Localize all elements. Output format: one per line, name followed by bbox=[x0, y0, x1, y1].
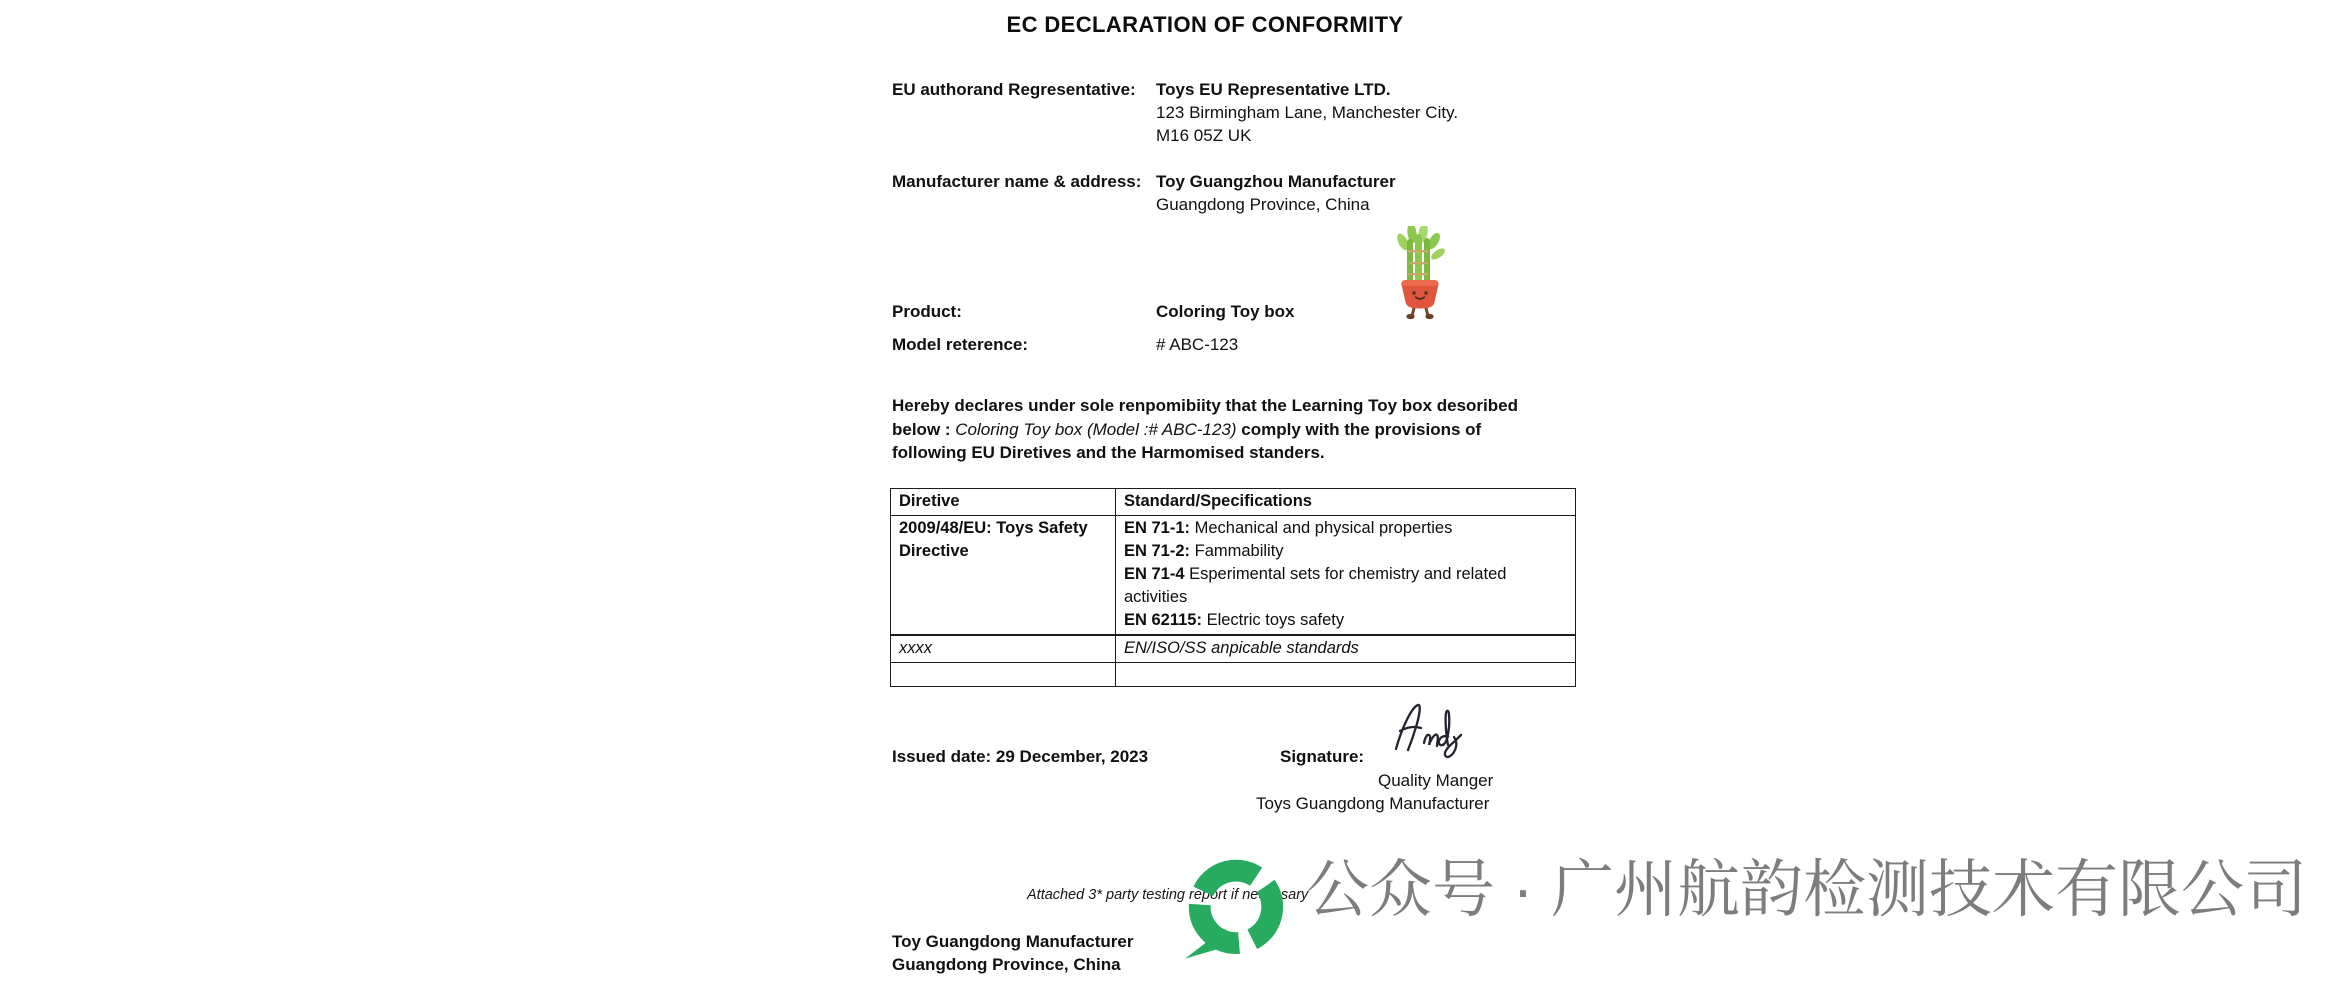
model-label: Model reterence: bbox=[892, 335, 1029, 354]
directives-table bbox=[890, 488, 1576, 687]
eu-representative-label: EU authorand Regresentative: bbox=[892, 80, 1136, 99]
header-directive: Diretive bbox=[891, 489, 1116, 516]
spec-code: EN 71-2: bbox=[1124, 542, 1191, 560]
manufacturer-address: Guangdong Province, China bbox=[1156, 195, 1370, 214]
handwritten-signature-andy bbox=[1390, 697, 1470, 761]
product-row bbox=[892, 300, 1295, 323]
spec-code: EN 71-1: bbox=[1124, 519, 1191, 537]
manufacturer-row bbox=[892, 170, 1396, 193]
table-row-empty bbox=[891, 663, 1576, 687]
page-title: EC DECLARATION OF CONFORMITY bbox=[1006, 12, 1404, 37]
declaration-tail: comply with the provisions of following EU Diretives and the Harmomised standers. bbox=[892, 419, 1482, 462]
spec-text: Esperimental sets for chemistry and related activities bbox=[1124, 565, 1507, 606]
watermark-text: 公众号 · 广州航韵检测技术有限公司 bbox=[1306, 855, 2307, 925]
spec-line bbox=[1124, 517, 1567, 540]
cell-standards-other: EN/ISO/SS anpicable standards bbox=[1116, 635, 1576, 663]
spec-text: Electric toys safety bbox=[1201, 611, 1345, 629]
cell-directive-xxxx: xxxx bbox=[891, 635, 1116, 663]
empty-cell bbox=[891, 663, 1116, 687]
manufacturer-label: Manufacturer name & address: bbox=[892, 172, 1142, 191]
model-value: # ABC-123 bbox=[1156, 335, 1239, 354]
empty-cell bbox=[1116, 663, 1576, 687]
model-row bbox=[892, 333, 1238, 356]
manufacturer-name: Toy Guangzhou Manufacturer bbox=[1156, 172, 1396, 191]
declaration-italic-product: Coloring Toy box (Model :# ABC-123) bbox=[955, 419, 1237, 439]
footer-company: Toy Guangdong Manufacturer bbox=[892, 932, 1134, 951]
issued-date: Issued date: 29 December, 2023 bbox=[892, 747, 1149, 766]
eu-representative-name: Toys EU Representative LTD. bbox=[1156, 80, 1391, 99]
spec-text: Mechanical and physical properties bbox=[1190, 519, 1453, 537]
spec-text: Fammability bbox=[1190, 542, 1284, 560]
plush-plant-toy-image bbox=[1394, 226, 1446, 320]
spec-code: EN 62115: bbox=[1124, 611, 1202, 629]
spec-line bbox=[1124, 540, 1567, 563]
product-label: Product: bbox=[892, 302, 962, 321]
eu-representative-address-line1: 123 Birmingham Lane, Manchester City. bbox=[1156, 103, 1459, 122]
header-standards: Standard/Specifications bbox=[1116, 489, 1576, 516]
signatory-title: Quality Manger bbox=[1378, 771, 1494, 790]
table-row-toys-safety bbox=[891, 516, 1576, 636]
declaration-lead: Hereby declares under sole renpomibiity that the Learning Toy box desoribed below : bbox=[892, 396, 1518, 439]
cell-standards bbox=[1116, 516, 1576, 636]
eu-representative-address-line2: M16 05Z UK bbox=[1156, 126, 1252, 145]
spec-line bbox=[1124, 609, 1567, 632]
spec-code: EN 71-4 bbox=[1124, 565, 1185, 583]
product-value: Coloring Toy box bbox=[1156, 302, 1295, 321]
table-header-row bbox=[891, 489, 1576, 516]
table-row-other bbox=[891, 635, 1576, 663]
attachment-note: Attached 3* party testing report if necessary bbox=[1027, 887, 1309, 903]
spec-line bbox=[1124, 563, 1567, 609]
footer-address: Guangdong Province, China bbox=[892, 955, 1121, 974]
green-swirl-logo-icon bbox=[1174, 854, 1300, 968]
signatory-company: Toys Guangdong Manufacturer bbox=[1256, 794, 1490, 813]
declaration-paragraph bbox=[892, 394, 1532, 465]
signature-label: Signature: bbox=[1280, 747, 1365, 766]
eu-representative-row bbox=[892, 78, 1391, 101]
cell-directive: 2009/48/EU: Toys Safety Directive bbox=[891, 516, 1116, 636]
